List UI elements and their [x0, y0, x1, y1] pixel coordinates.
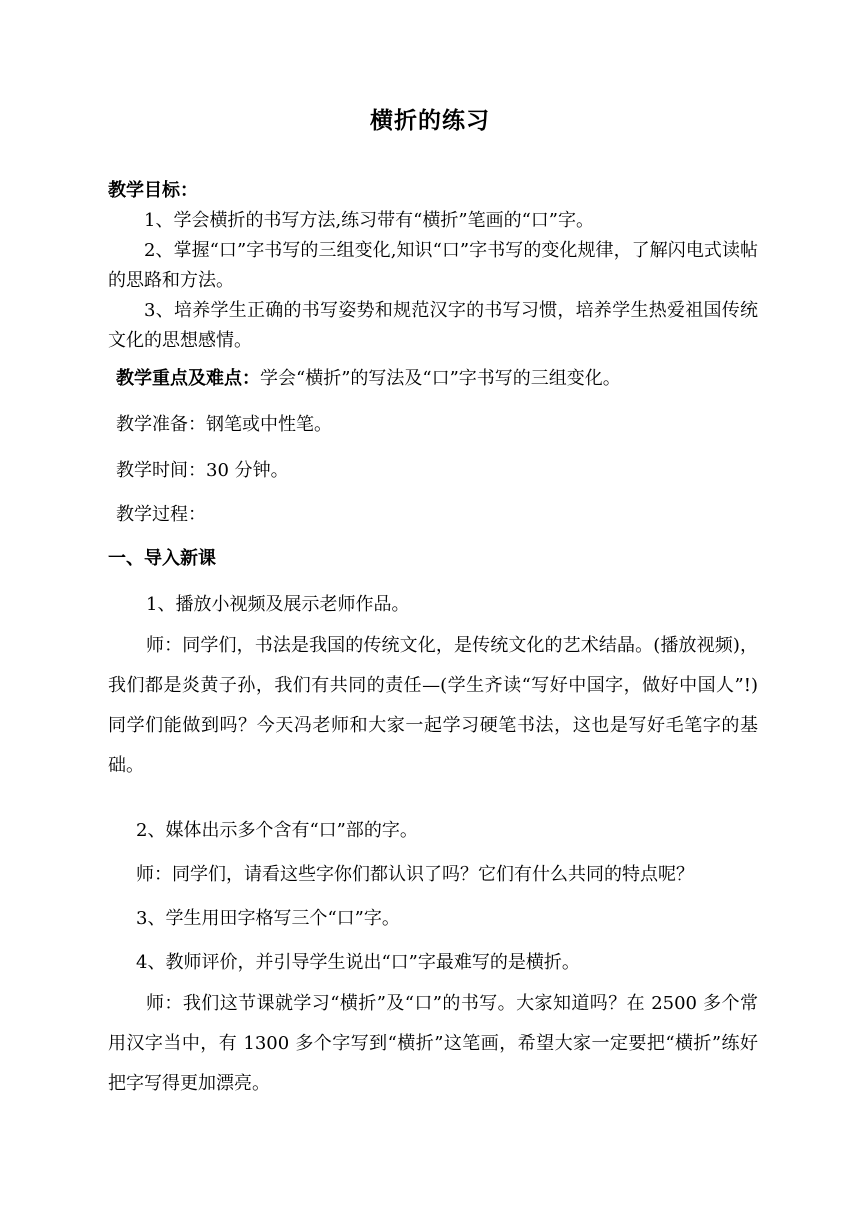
key-points-text: 学会“横折”的写法及“口”字书写的三组变化。 — [260, 368, 621, 389]
section-1-item-4: 4、教师评价，并引导学生说出“口”字最难写的是横折。 — [136, 952, 580, 973]
section-1-teacher-paragraph-1: 师：同学们，书法是我国的传统文化，是传统文化的艺术结晶。(播放视频)， 我们都是炎黄子孙，我们有共同的责任—(学生齐读“写好中国字，做好中国人”!)同学们能做到吗？今天冯老师和大家一起学习硬笔书法，这也是写好毛笔字的基础。 — [108, 635, 758, 776]
section-1-item-3: 3、学生用田字格写三个“口”字。 — [136, 908, 400, 929]
section-1-teacher-paragraph-2: 师：同学们，请看这些字你们都认识了吗？它们有什么共同的特点呢？ — [136, 864, 694, 885]
section-1-item-2: 2、媒体出示多个含有“口”部的字。 — [136, 820, 418, 841]
time-line: 教学时间：30 分钟。 — [116, 460, 289, 481]
goal-item-1: 1、学会横折的书写方法,练习带有“横折”笔画的“口”字。 — [144, 210, 594, 231]
goal-item-3: 3、培养学生正确的书写姿势和规范汉字的书写习惯，培养学生热爱祖国传统文化的思想感情。 — [108, 300, 758, 351]
document-title: 横折的练习 — [370, 108, 490, 134]
key-points-line — [116, 364, 621, 390]
section-1-item-1: 1、播放小视频及展示老师作品。 — [146, 594, 410, 615]
key-points-label: 教学重点及难点： — [116, 368, 260, 389]
process-line: 教学过程： — [116, 504, 206, 525]
goals-heading: 教学目标： — [108, 180, 198, 201]
goal-item-2: 2、掌握“口”字书写的三组变化,知识“口”字书写的变化规律，了解闪电式读帖的思路和方法。 — [108, 240, 758, 291]
section-1-teacher-paragraph-3: 师：我们这节课就学习“横折”及“口”的书写。大家知道吗？在 2500 多个常用汉字当中，有 1300 多个字写到“横折”这笔画，希望大家一定要把“横折”练好把字写得更加漂亮。 — [108, 993, 758, 1094]
preparation-line: 教学准备：钢笔或中性笔。 — [116, 414, 332, 435]
section-1-heading: 一、导入新课 — [108, 548, 216, 569]
